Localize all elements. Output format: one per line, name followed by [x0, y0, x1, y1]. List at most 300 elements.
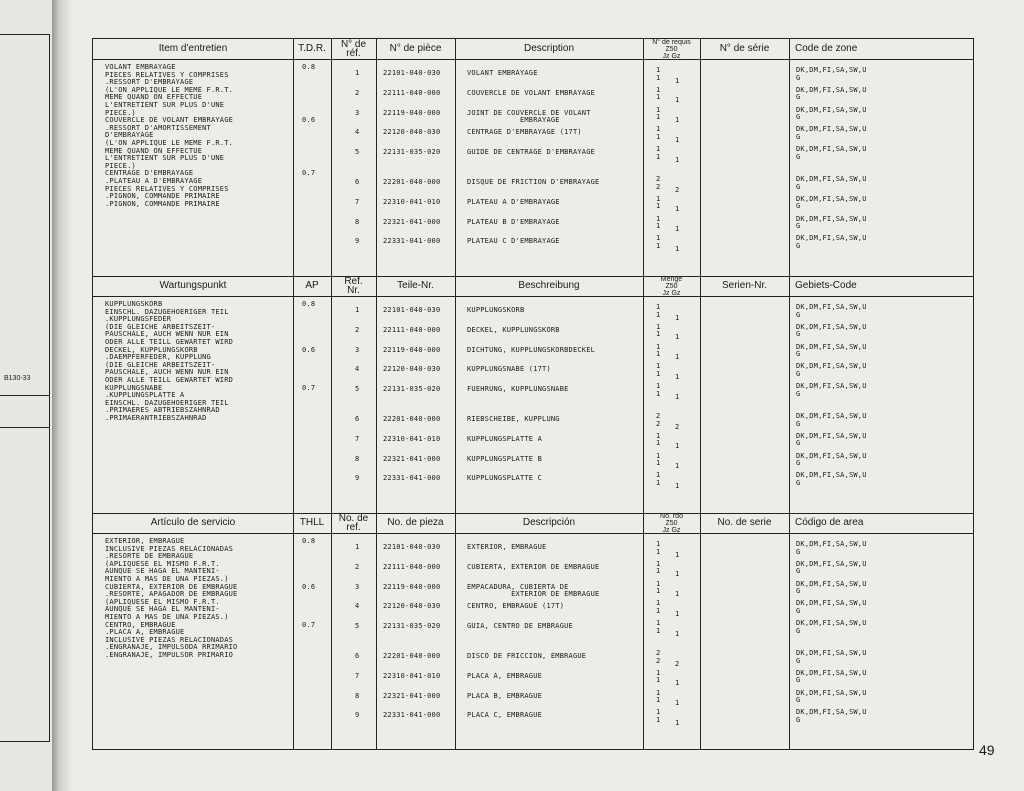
qty-jz: 1: [656, 362, 661, 371]
maintenance-item-line: (L'ON APPLIQUE LE MEME F.R.T.: [105, 85, 234, 94]
maintenance-item-line: .PLATEAU A D'EMBRAYAGE: [105, 177, 203, 185]
zone-code: DK,DM,FI,SA,SW,U: [796, 708, 867, 717]
qty-gz: 1: [675, 570, 680, 579]
qty-jz: 1: [656, 105, 661, 114]
qty-jz: 1: [656, 626, 661, 635]
qty-gz: 1: [675, 442, 680, 451]
qty-jz: 2: [656, 656, 661, 665]
column-rule: [455, 39, 456, 749]
page-number: 49: [979, 742, 995, 758]
ref-number: 4: [355, 128, 360, 137]
labor-time-value: 0.7: [302, 620, 316, 629]
qty-gz: 1: [675, 155, 680, 164]
part-number: 22331-041-000: [383, 474, 441, 483]
qty-jz: 1: [656, 708, 661, 717]
labor-time-value: 0.7: [302, 169, 316, 178]
qty-gz: 2: [675, 185, 680, 194]
zone-code: G: [796, 479, 801, 487]
zone-code: DK,DM,FI,SA,SW,U: [796, 471, 867, 480]
qty-jz: 2: [656, 175, 661, 183]
qty-gz: 1: [675, 590, 680, 599]
zone-code: DK,DM,FI,SA,SW,U: [796, 85, 867, 94]
zone-code: DK,DM,FI,SA,SW,U: [796, 175, 867, 183]
maintenance-item-line: AUNQUE SE HAGA EL MANTENI-: [105, 567, 220, 576]
maintenance-item-line: .KUPPLUNGSFEDER: [105, 315, 172, 324]
zone-code: DK,DM,FI,SA,SW,U: [796, 66, 867, 74]
header-ref-line: Ref.: [344, 276, 363, 287]
maintenance-item-line: .PRIMAERES ABTRIEBSZAHNRAD: [105, 406, 220, 415]
part-description: DISCO DE FRICCION, EMBRAGUE: [467, 652, 587, 660]
zone-code: DK,DM,FI,SA,SW,U: [796, 382, 867, 391]
part-description: KUPPLUNGSNABE (17T): [467, 365, 551, 374]
part-description: PLATEAU B D'EMBRAYAGE: [467, 217, 560, 226]
qty-jz: 1: [656, 93, 661, 102]
zone-code: DK,DM,FI,SA,SW,U: [796, 649, 867, 657]
header-part: Teile-Nr.: [397, 280, 434, 291]
column-rule: [789, 39, 790, 749]
qty-jz: 2: [656, 412, 661, 420]
maintenance-item-line: MEME QUAND ON EFFECTUE: [105, 93, 203, 102]
qty-jz: 1: [656, 310, 661, 319]
part-number: 22120-040-030: [383, 602, 441, 611]
header-tdr: T.D.R.: [298, 43, 326, 54]
qty-jz: 1: [656, 599, 661, 608]
part-description: DISQUE DE FRICTION D'EMBRAYAGE: [467, 178, 600, 186]
header-req-line: Menge: [660, 275, 683, 283]
zone-code: G: [796, 439, 801, 448]
qty-gz: 1: [675, 96, 680, 105]
part-number: 22119-040-000: [383, 582, 441, 591]
qty-jz: 1: [656, 696, 661, 705]
ref-number: 1: [355, 543, 360, 551]
part-description: COUVERCLE DE VOLANT EMBRAYAGE: [467, 88, 596, 97]
qty-jz: 1: [656, 113, 661, 122]
zone-code: DK,DM,FI,SA,SW,U: [796, 362, 867, 371]
zone-code: G: [796, 547, 801, 556]
column-rule: [376, 39, 377, 749]
header-req: [643, 276, 700, 296]
part-number: 22331-041-000: [383, 237, 441, 246]
part-description: KUPPLUNGSPLATTE C: [467, 474, 543, 483]
column-rule: [293, 39, 294, 749]
ref-number: 1: [355, 69, 360, 77]
zone-code: DK,DM,FI,SA,SW,U: [796, 668, 867, 677]
zone-code: G: [796, 567, 801, 576]
part-description: EXTERIOR, EMBRAGUE: [467, 543, 547, 551]
ref-number: 5: [355, 385, 360, 394]
maintenance-item-line: KUPPLUNGSNABE: [105, 383, 163, 392]
part-number: 22119-040-000: [383, 108, 441, 117]
header-req-line: Jz Gz: [662, 289, 681, 297]
ref-number: 6: [355, 178, 360, 186]
zone-code: G: [796, 716, 801, 724]
left-page-code: B130-33: [4, 375, 31, 382]
qty-gz: 2: [675, 422, 680, 431]
header-part: N° de pièce: [389, 43, 442, 54]
maintenance-item-line: D'EMBRAYAGE: [105, 131, 154, 140]
part-description: DICHTUNG, KUPPLUNGSKORBDECKEL: [467, 345, 596, 354]
maintenance-item-line: CENTRO, EMBRAGUE: [105, 620, 176, 629]
zone-code: DK,DM,FI,SA,SW,U: [796, 145, 867, 154]
maintenance-item-line: PIECE.): [105, 108, 136, 117]
maintenance-item-line: MIENTO A MAS DE UNA PIEZAS.): [105, 575, 229, 583]
header-item: Artículo de servicio: [150, 517, 236, 528]
part-number: 22201-040-000: [383, 415, 441, 423]
left-facing-page: [0, 0, 52, 791]
section-header-row: [93, 39, 973, 60]
maintenance-item-line: PIECES RELATIVES Y COMPRISES: [105, 184, 229, 193]
zone-code: DK,DM,FI,SA,SW,U: [796, 303, 867, 311]
maintenance-item-line: .PRIMAERANTRIEBSZAHNRAD: [105, 414, 207, 422]
qty-jz: 1: [656, 587, 661, 596]
part-number: 22120-040-030: [383, 365, 441, 374]
part-description: KUPPLUNGSKORB: [467, 306, 525, 314]
header-desc: Beschreibung: [518, 280, 580, 291]
qty-jz: 1: [656, 370, 661, 378]
zone-code: DK,DM,FI,SA,SW,U: [796, 214, 867, 223]
header-ref-line: Nr.: [347, 285, 360, 296]
qty-gz: 1: [675, 629, 680, 638]
maintenance-item-line: (L'ON APPLIQUE LE MEME F.R.T.: [105, 139, 234, 147]
header-req-line: Z50: [665, 519, 678, 527]
maintenance-item-line: L'ENTRETIENT SUR PLUS D'UNE: [105, 154, 225, 163]
zone-code: G: [796, 330, 801, 339]
zone-code: DK,DM,FI,SA,SW,U: [796, 579, 867, 588]
header-req: [643, 39, 700, 59]
maintenance-item-line: (DIE GLEICHE ARBEITSZEIT-: [105, 360, 216, 369]
zone-code: G: [796, 626, 801, 635]
zone-code: DK,DM,FI,SA,SW,U: [796, 599, 867, 608]
zone-code: G: [796, 113, 801, 122]
maintenance-item-line: (APLIQUESE EL MISMO F.R.T.: [105, 597, 220, 606]
qty-gz: 1: [675, 353, 680, 362]
header-zone: Gebiets-Code: [795, 280, 857, 291]
column-rule: [331, 39, 332, 749]
header-part: No. de pieza: [387, 517, 444, 528]
maintenance-item-line: MEME QUAND ON EFFECTUE: [105, 146, 203, 155]
qty-jz: 1: [656, 716, 661, 724]
maintenance-item-line: .ENGRANAJE, IMPULSOR PRIMARIO: [105, 651, 234, 659]
qty-jz: 2: [656, 182, 661, 191]
header-ref-line: ref.: [346, 522, 361, 533]
qty-jz: 1: [656, 547, 661, 556]
header-ref: [331, 39, 376, 59]
qty-jz: 1: [656, 439, 661, 448]
maintenance-item-line: PAUSCHALE, AUCH WENN NUR EIN: [105, 330, 229, 339]
part-description: PLATEAU A D'EMBRAYAGE: [467, 197, 560, 206]
zone-code: G: [796, 310, 801, 319]
qty-gz: 1: [675, 610, 680, 618]
part-description: DECKEL, KUPPLUNGSKORB: [467, 325, 560, 334]
zone-code: DK,DM,FI,SA,SW,U: [796, 234, 867, 243]
qty-jz: 1: [656, 688, 661, 697]
header-req-line: Z50: [665, 45, 678, 53]
part-description: KUPPLUNGSPLATTE B: [467, 454, 543, 463]
qty-gz: 1: [675, 245, 680, 253]
labor-time-value: 0.8: [302, 300, 316, 308]
maintenance-item-line: MIENTO A MAS DE UNA PIEZAS.): [105, 613, 229, 621]
qty-jz: 2: [656, 419, 661, 428]
ref-number: 8: [355, 454, 360, 463]
ref-number: 1: [355, 306, 360, 314]
part-number: 22101-040-030: [383, 306, 441, 314]
maintenance-item-line: KUPPLUNGSKORB: [105, 300, 163, 308]
part-number: 22310-041-010: [383, 197, 441, 206]
labor-time-value: 0.8: [302, 537, 316, 545]
header-serial: N° de série: [719, 43, 770, 54]
part-description: CENTRO, EMBRAGUE (17T): [467, 602, 565, 611]
header-ref-line: N° de: [340, 39, 367, 50]
qty-jz: 1: [656, 607, 661, 615]
header-req-line: N° de requis: [652, 38, 691, 46]
maintenance-item-line: PIECES RELATIVES Y COMPRISES: [105, 70, 229, 79]
maintenance-item-line: INCLUSIVE PIEZAS RELACIONADAS: [105, 544, 234, 553]
qty-jz: 1: [656, 85, 661, 94]
section-header-row: [93, 276, 973, 297]
part-number: 22321-041-000: [383, 217, 441, 226]
part-description: RIEBSCHEIBE, KUPPLUNG: [467, 415, 560, 423]
left-page-divider: [0, 427, 49, 428]
zone-code: G: [796, 656, 801, 665]
qty-jz: 1: [656, 579, 661, 588]
qty-gz: 1: [675, 313, 680, 322]
header-req-line: Jz Gz: [662, 526, 681, 534]
zone-code: G: [796, 350, 801, 359]
part-number: 22101-040-030: [383, 69, 441, 77]
part-number: 22321-041-000: [383, 454, 441, 463]
ref-number: 5: [355, 148, 360, 157]
part-number: 22321-041-000: [383, 691, 441, 700]
part-number: 22111-040-000: [383, 562, 441, 571]
qty-gz: 1: [675, 719, 680, 727]
qty-jz: 1: [656, 125, 661, 134]
part-number: 22111-040-000: [383, 88, 441, 97]
header-ref-line: réf.: [346, 48, 361, 59]
labor-time-value: 0.6: [302, 582, 316, 591]
ref-number: 7: [355, 197, 360, 206]
left-page-frame: [0, 34, 50, 742]
maintenance-item-line: INCLUSIVE PIEZAS RELACIONADAS: [105, 635, 234, 644]
maintenance-item-line: L'ENTRETIENT SUR PLUS D'UNE: [105, 101, 225, 109]
ref-number: 6: [355, 415, 360, 423]
part-number: 22310-041-010: [383, 671, 441, 680]
qty-gz: 1: [675, 462, 680, 471]
zone-code: G: [796, 182, 801, 191]
maintenance-item-line: .PLACA A, EMBRAGUE: [105, 628, 185, 637]
qty-jz: 1: [656, 145, 661, 154]
labor-time-value: 0.7: [302, 383, 316, 392]
header-tdr: AP: [305, 280, 319, 291]
maintenance-item-line: PAUSCHALE, AUCH WENN NUR EIN: [105, 368, 229, 377]
header-ref: [331, 276, 376, 296]
qty-gz: 1: [675, 392, 680, 401]
qty-jz: 1: [656, 303, 661, 311]
labor-time-value: 0.6: [302, 116, 316, 125]
qty-jz: 1: [656, 668, 661, 677]
zone-code: DK,DM,FI,SA,SW,U: [796, 412, 867, 420]
header-item: Wartungspunkt: [159, 280, 227, 291]
qty-jz: 1: [656, 382, 661, 391]
qty-gz: 1: [675, 550, 680, 559]
part-number: 22120-040-030: [383, 128, 441, 137]
column-rule: [700, 39, 701, 749]
maintenance-item-line: COUVERCLE DE VOLANT EMBRAYAGE: [105, 116, 234, 125]
ref-number: 8: [355, 217, 360, 226]
zone-code: G: [796, 696, 801, 705]
qty-jz: 1: [656, 459, 661, 468]
maintenance-item-line: CENTRAGE D'EMBRAYAGE: [105, 169, 194, 178]
zone-code: G: [796, 133, 801, 141]
maintenance-item-line: ODER ALLE TEILL GEWARTET WIRD: [105, 376, 234, 384]
zone-code: G: [796, 459, 801, 468]
qty-gz: 1: [675, 205, 680, 214]
header-item: Item d'entretien: [158, 43, 228, 54]
header-ref-line: No. de: [338, 513, 369, 524]
maintenance-item-line: (DIE GLEICHE ARBEITSZEIT-: [105, 322, 216, 331]
maintenance-item-line: .PIGNON, COMMANDE PRIMAIRE: [105, 199, 220, 208]
maintenance-item-line: PIECE.): [105, 161, 136, 170]
maintenance-item-line: (APLIQUESE EL MISMO F.R.T.: [105, 559, 220, 568]
part-number: 22111-040-000: [383, 325, 441, 334]
maintenance-item-line: .ENGRANAJE, IMPULSODA RRIMARIO: [105, 643, 238, 652]
ref-number: 2: [355, 325, 360, 334]
maintenance-item-line: DECKEL, KUPPLUNGSKORB: [105, 345, 198, 354]
ref-number: 3: [355, 345, 360, 354]
qty-jz: 1: [656, 676, 661, 685]
qty-gz: 1: [675, 679, 680, 688]
ref-number: 4: [355, 602, 360, 611]
maintenance-item-line: VOLANT EMBRAYAGE: [105, 63, 176, 71]
maintenance-item-line: EINSCHL. DAZUGEHOERIGER TEIL: [105, 398, 229, 407]
qty-jz: 1: [656, 222, 661, 231]
qty-jz: 1: [656, 540, 661, 548]
header-req-line: Jz Gz: [662, 52, 681, 60]
part-number: 22101-040-030: [383, 543, 441, 551]
part-number: 22119-040-000: [383, 345, 441, 354]
qty-jz: 1: [656, 214, 661, 223]
zone-code: G: [796, 587, 801, 596]
qty-jz: 1: [656, 567, 661, 576]
part-description: CUBIERTA, EXTERIOR DE EMBRAGUE: [467, 562, 600, 571]
part-description: FUEHRUNG, KUPPLUNGSNABE: [467, 385, 569, 394]
part-description: KUPPLUNGSPLATTE A: [467, 434, 543, 443]
qty-jz: 1: [656, 242, 661, 250]
part-description: JOINT DE COUVERCLE DE VOLANT: [467, 108, 591, 117]
part-number: 22131-035-020: [383, 385, 441, 394]
ref-number: 2: [355, 88, 360, 97]
maintenance-item-line: .RESSORT D'AMORTISSEMENT: [105, 123, 211, 132]
header-serial: No. de serie: [717, 517, 772, 528]
qty-jz: 1: [656, 619, 661, 628]
part-description: PLATEAU C D'EMBRAYAGE: [467, 237, 560, 246]
header-req: [643, 513, 700, 533]
part-number: 22201-040-000: [383, 178, 441, 186]
part-number: 22331-041-000: [383, 711, 441, 720]
zone-code: G: [796, 370, 801, 378]
qty-jz: 1: [656, 342, 661, 351]
part-number: 22201-040-000: [383, 652, 441, 660]
qty-jz: 1: [656, 479, 661, 487]
zone-code: G: [796, 676, 801, 685]
part-number: 22131-035-020: [383, 622, 441, 631]
part-description: PLACA A, EMBRAGUE: [467, 671, 543, 680]
book-spine: [52, 0, 72, 791]
qty-jz: 1: [656, 330, 661, 339]
maintenance-item-line: .RESORTE DE EMBRAGUE: [105, 552, 194, 561]
header-serial: Serien-Nr.: [721, 280, 767, 291]
part-number: 22310-041-010: [383, 434, 441, 443]
part-description: PLACA B, EMBRAGUE: [467, 691, 543, 700]
qty-jz: 1: [656, 73, 661, 82]
part-number: 22131-035-020: [383, 148, 441, 157]
header-zone: Código de area: [795, 517, 864, 528]
qty-jz: 1: [656, 431, 661, 440]
qty-jz: 1: [656, 471, 661, 480]
maintenance-item-line: EINSCHL. DAZUGEHOERIGER TEIL: [105, 307, 229, 316]
left-page-divider: [0, 395, 49, 396]
qty-jz: 1: [656, 66, 661, 74]
maintenance-item-line: ODER ALLE TEILL GEWARTET WIRD: [105, 338, 234, 346]
qty-jz: 1: [656, 133, 661, 141]
qty-gz: 1: [675, 482, 680, 490]
ref-number: 3: [355, 108, 360, 117]
maintenance-item-line: .DAEMPFERFEDER, KUPPLUNG: [105, 353, 211, 362]
part-description: GUIA, CENTRO DE EMBRAGUE: [467, 622, 573, 631]
zone-code: G: [796, 389, 801, 398]
ref-number: 5: [355, 622, 360, 631]
maintenance-item-line: .PIGNON, COMMANDE PRIMAIRE: [105, 192, 220, 201]
maintenance-item-line: EXTERIOR, EMBRAGUE: [105, 537, 185, 545]
header-ref: [331, 513, 376, 533]
qty-gz: 1: [675, 136, 680, 144]
ref-number: 9: [355, 474, 360, 483]
zone-code: DK,DM,FI,SA,SW,U: [796, 342, 867, 351]
ref-number: 9: [355, 237, 360, 246]
ref-number: 2: [355, 562, 360, 571]
zone-code: DK,DM,FI,SA,SW,U: [796, 431, 867, 440]
header-zone: Code de zone: [795, 43, 858, 54]
qty-jz: 1: [656, 350, 661, 359]
labor-time-value: 0.6: [302, 345, 316, 354]
qty-jz: 1: [656, 202, 661, 211]
zone-code: DK,DM,FI,SA,SW,U: [796, 619, 867, 628]
qty-jz: 1: [656, 389, 661, 398]
qty-gz: 1: [675, 333, 680, 342]
qty-jz: 2: [656, 649, 661, 657]
zone-code: G: [796, 607, 801, 615]
zone-code: G: [796, 93, 801, 102]
ref-number: 9: [355, 711, 360, 720]
ref-number: 3: [355, 582, 360, 591]
maintenance-item-line: .KUPPLUNGSPLATTE A: [105, 391, 185, 400]
zone-code: G: [796, 152, 801, 161]
zone-code: DK,DM,FI,SA,SW,U: [796, 559, 867, 568]
ref-number: 7: [355, 671, 360, 680]
zone-code: G: [796, 242, 801, 250]
part-description: EMBRAYAGE: [467, 116, 560, 125]
qty-jz: 1: [656, 559, 661, 568]
zone-code: DK,DM,FI,SA,SW,U: [796, 194, 867, 203]
part-description: VOLANT EMBRAYAGE: [467, 69, 538, 77]
ref-number: 4: [355, 365, 360, 374]
qty-gz: 1: [675, 116, 680, 125]
ref-number: 7: [355, 434, 360, 443]
zone-code: G: [796, 73, 801, 82]
labor-time-value: 0.8: [302, 63, 316, 71]
zone-code: DK,DM,FI,SA,SW,U: [796, 322, 867, 331]
zone-code: DK,DM,FI,SA,SW,U: [796, 688, 867, 697]
qty-gz: 1: [675, 373, 680, 381]
